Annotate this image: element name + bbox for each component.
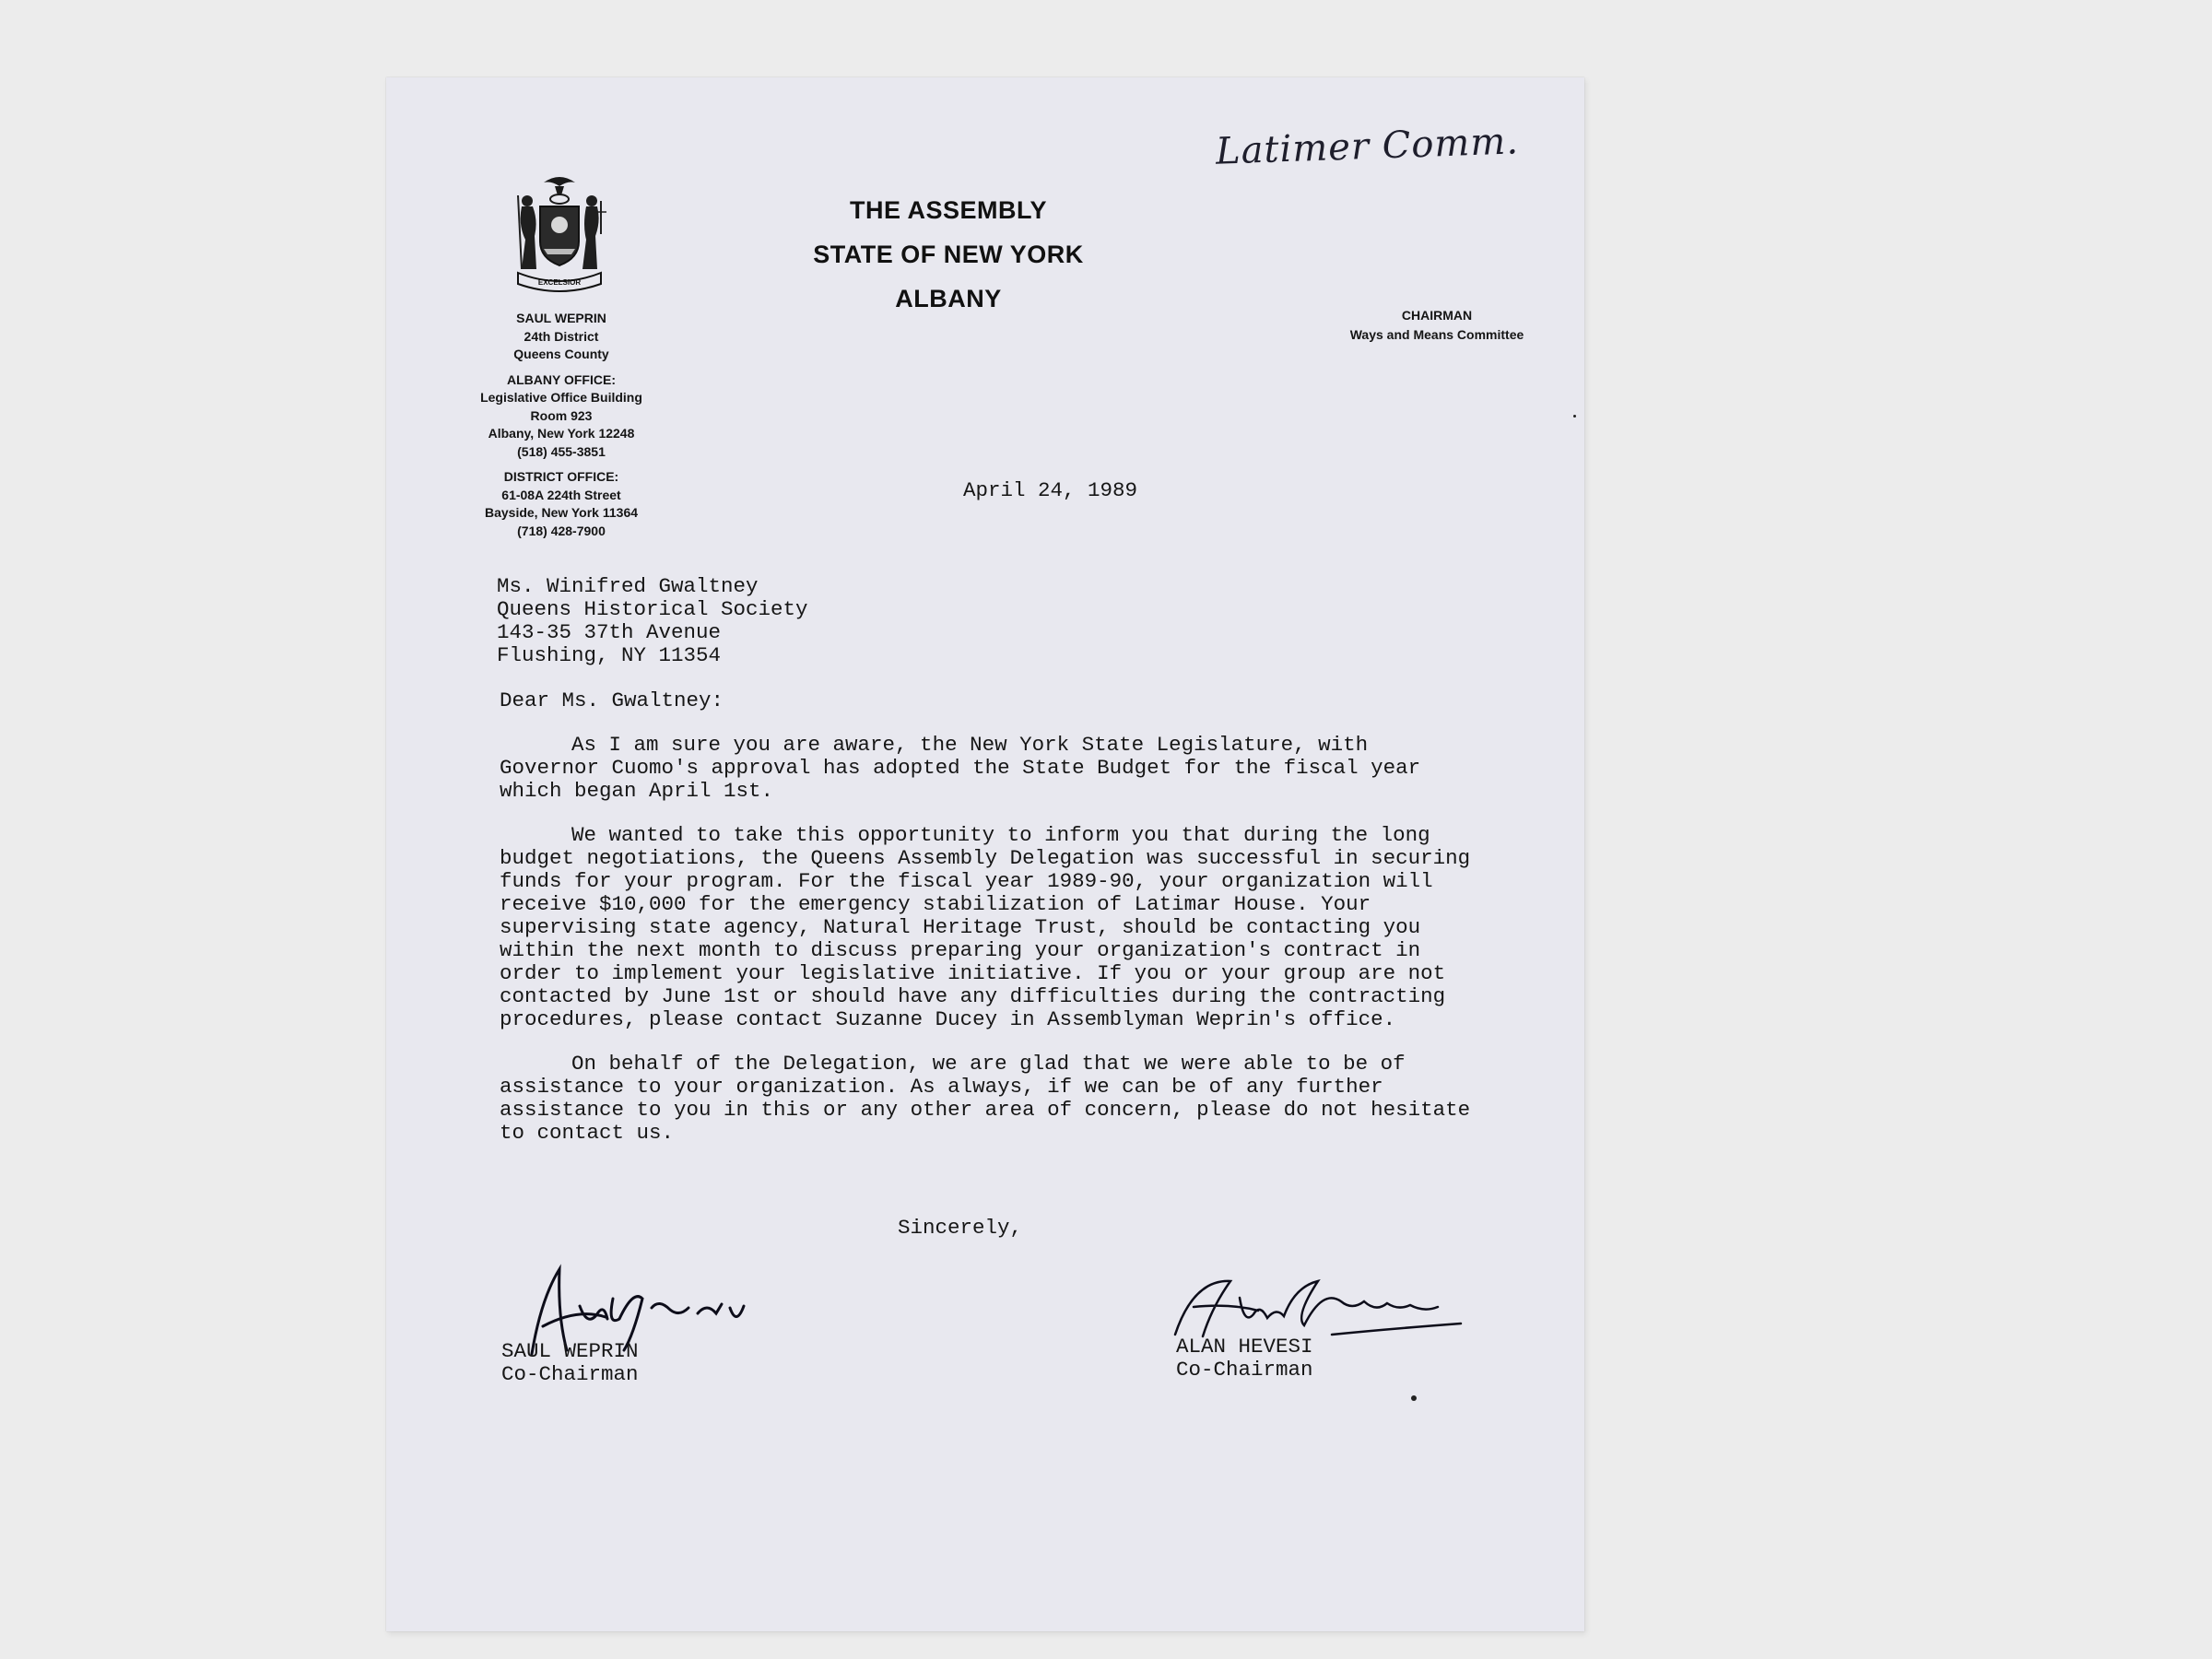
paper-speck — [1573, 415, 1576, 418]
district-office-line: (718) 428-7900 — [517, 523, 606, 538]
signatory-title: Co-Chairman — [1176, 1358, 1313, 1382]
albany-office-line: Room 923 — [530, 407, 593, 423]
chairman-title: CHAIRMAN — [1401, 308, 1473, 323]
district-office-label: DISTRICT OFFICE: — [503, 469, 619, 484]
albany-office-line: (518) 455-3851 — [517, 443, 606, 459]
district-office-line: Bayside, New York 11364 — [484, 505, 639, 520]
albany-office-line: Albany, New York 12248 — [488, 426, 635, 441]
sender-district: 24th District — [524, 328, 599, 344]
address-line: Ms. Winifred Gwaltney — [497, 574, 759, 598]
letter-page — [386, 77, 1584, 1631]
seal-motto: EXCELSIOR — [537, 278, 582, 287]
body-paragraph: We wanted to take this opportunity to inform you that during the long budget negotiations, the Queens Assembly Delegation was successful in securing funds for your program. For the fiscal year 1989-90, your organization will receive $10,000 for the emergency stabilization of Latimar House. Your supervising state agency, Natural Heritage Trust, should be contacting you within the next month to discuss preparing your organization's contract in order to implement your legislative initiative. If you or your group are not contacted by June 1st or should have any difficulties during the contracting procedures, please contact Suzanne Ducey in Assemblyman Weprin's office. — [500, 823, 1471, 1031]
albany-office-label: ALBANY OFFICE: — [507, 371, 616, 387]
district-office-line: 61-08A 224th Street — [501, 487, 621, 502]
address-line: Flushing, NY 11354 — [497, 643, 722, 667]
signature-hevesi — [1157, 1270, 1470, 1344]
letterhead-line: STATE OF NEW YORK — [813, 241, 1084, 268]
letter-body — [500, 734, 1477, 1166]
signatory-name: SAUL WEPRIN — [501, 1339, 639, 1363]
letterhead-line: ALBANY — [895, 285, 1002, 312]
paper-speck — [1411, 1395, 1417, 1401]
albany-office-line: Legislative Office Building — [480, 390, 642, 405]
sender-county: Queens County — [513, 347, 609, 361]
letterhead — [782, 188, 1114, 321]
signatory-title: Co-Chairman — [501, 1362, 639, 1386]
sender-name: SAUL WEPRIN — [516, 311, 606, 325]
chairman-block — [1317, 306, 1557, 345]
signatory-name: ALAN HEVESI — [1176, 1335, 1313, 1359]
signatory-hevesi — [1176, 1335, 1313, 1382]
address-line: 143-35 37th Avenue — [497, 620, 722, 644]
committee-name: Ways and Means Committee — [1349, 327, 1524, 342]
salutation: Dear Ms. Gwaltney: — [500, 688, 724, 712]
sender-info — [465, 310, 658, 540]
address-line: Queens Historical Society — [497, 597, 808, 621]
handwritten-note: Latimer Comm. — [1215, 120, 1520, 173]
new-york-state-seal-icon — [509, 170, 610, 295]
letterhead-line: THE ASSEMBLY — [849, 196, 1048, 224]
closing: Sincerely, — [898, 1216, 1023, 1240]
recipient-address — [497, 575, 808, 667]
body-paragraph: On behalf of the Delegation, we are glad that we were able to be of assistance to your organization. As always, if we can be of any further assistance to you in this or any other area of concern, please do not hesitate to contact us. — [500, 1052, 1471, 1145]
signatory-weprin — [501, 1340, 639, 1386]
letter-date: April 24, 1989 — [963, 478, 1138, 502]
body-paragraph: As I am sure you are aware, the New York State Legislature, with Governor Cuomo's approval has adopted the State Budget for the fiscal year which began April 1st. — [500, 733, 1421, 803]
